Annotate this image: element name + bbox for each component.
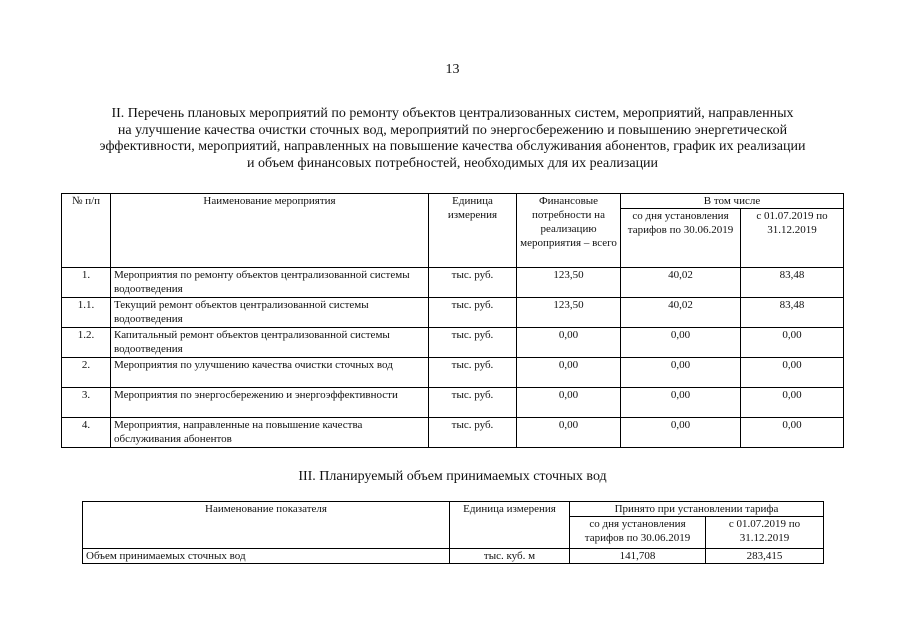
row-period1: 0,00 — [621, 358, 741, 388]
row-unit: тыс. руб. — [429, 388, 517, 418]
row-name: Мероприятия, направленные на повышение качества обслуживания абонентов — [111, 418, 429, 448]
row-num: 3. — [62, 388, 111, 418]
row-unit: тыс. руб. — [429, 328, 517, 358]
section2-title-line: на улучшение качества очистки сточных вод, мероприятий по энергосбережению и повышению энергетической — [117, 122, 788, 138]
section2-title-line: эффективности, мероприятий, направленных на повышение качества обслуживания абонентов, график их реализации — [99, 139, 806, 154]
table-row — [62, 418, 844, 448]
row-period2: 83,48 — [741, 268, 844, 298]
header-period1: со дня установления тарифов по 30.06.2019 — [621, 209, 741, 268]
header-finance-total: Финансовые потребности на реализацию мероприятия – всего — [517, 194, 621, 268]
section2-title-line: II. Перечень плановых мероприятий по ремонту объектов централизованных систем, мероприятий, направленных — [111, 106, 794, 121]
table-row — [62, 268, 844, 298]
row-unit: тыс. руб. — [429, 418, 517, 448]
row-num: 1. — [62, 268, 111, 298]
row-unit: тыс. руб. — [429, 358, 517, 388]
table-row — [62, 388, 844, 418]
row-total: 123,50 — [517, 298, 621, 328]
header-unit: Единица измерения — [450, 502, 570, 549]
row-period2: 283,415 — [706, 549, 824, 564]
header-period2: с 01.07.2019 по 31.12.2019 — [741, 209, 844, 268]
row-num: 2. — [62, 358, 111, 388]
table-row — [83, 549, 824, 564]
row-period2: 83,48 — [741, 298, 844, 328]
row-total: 0,00 — [517, 328, 621, 358]
row-period1: 40,02 — [621, 268, 741, 298]
row-period2: 0,00 — [741, 328, 844, 358]
header-unit: Единица измерения — [429, 194, 517, 268]
page-number: 13 — [445, 62, 460, 77]
row-name: Мероприятия по энергосбережению и энергоэффективности — [111, 388, 429, 418]
table-row — [62, 328, 844, 358]
row-period2: 0,00 — [741, 418, 844, 448]
row-num: 1.1. — [62, 298, 111, 328]
measures-table — [61, 193, 844, 448]
row-total: 0,00 — [517, 388, 621, 418]
row-period1: 0,00 — [621, 418, 741, 448]
wastewater-volume-table — [82, 501, 824, 564]
header-num: № п/п — [62, 194, 111, 268]
row-period1: 141,708 — [570, 549, 706, 564]
row-period1: 0,00 — [621, 388, 741, 418]
row-unit: тыс. руб. — [429, 268, 517, 298]
header-period1: со дня установления тарифов по 30.06.2019 — [570, 517, 706, 549]
row-name: Капитальный ремонт объектов централизованной системы водоотведения — [111, 328, 429, 358]
row-num: 4. — [62, 418, 111, 448]
row-period1: 0,00 — [621, 328, 741, 358]
header-including: В том числе — [621, 194, 844, 209]
row-name: Мероприятия по ремонту объектов централизованной системы водоотведения — [111, 268, 429, 298]
row-unit: тыс. руб. — [429, 298, 517, 328]
row-period2: 0,00 — [741, 388, 844, 418]
header-indicator: Наименование показателя — [83, 502, 450, 549]
table-row — [62, 358, 844, 388]
row-unit: тыс. куб. м — [450, 549, 570, 564]
section3-title: III. Планируемый объем принимаемых сточных вод — [298, 469, 607, 484]
row-period2: 0,00 — [741, 358, 844, 388]
row-name: Объем принимаемых сточных вод — [83, 549, 450, 564]
row-name: Мероприятия по улучшению качества очистки сточных вод — [111, 358, 429, 388]
section2-title-line: и объем финансовых потребностей, необходимых для их реализации — [246, 155, 659, 171]
section2-title — [50, 106, 855, 172]
header-period2: с 01.07.2019 по 31.12.2019 — [706, 517, 824, 549]
row-total: 0,00 — [517, 358, 621, 388]
row-period1: 40,02 — [621, 298, 741, 328]
row-num: 1.2. — [62, 328, 111, 358]
row-name: Текущий ремонт объектов централизованной системы водоотведения — [111, 298, 429, 328]
row-total: 123,50 — [517, 268, 621, 298]
row-total: 0,00 — [517, 418, 621, 448]
table-row — [62, 298, 844, 328]
header-accepted: Принято при установлении тарифа — [570, 502, 824, 517]
header-name: Наименование мероприятия — [111, 194, 429, 268]
